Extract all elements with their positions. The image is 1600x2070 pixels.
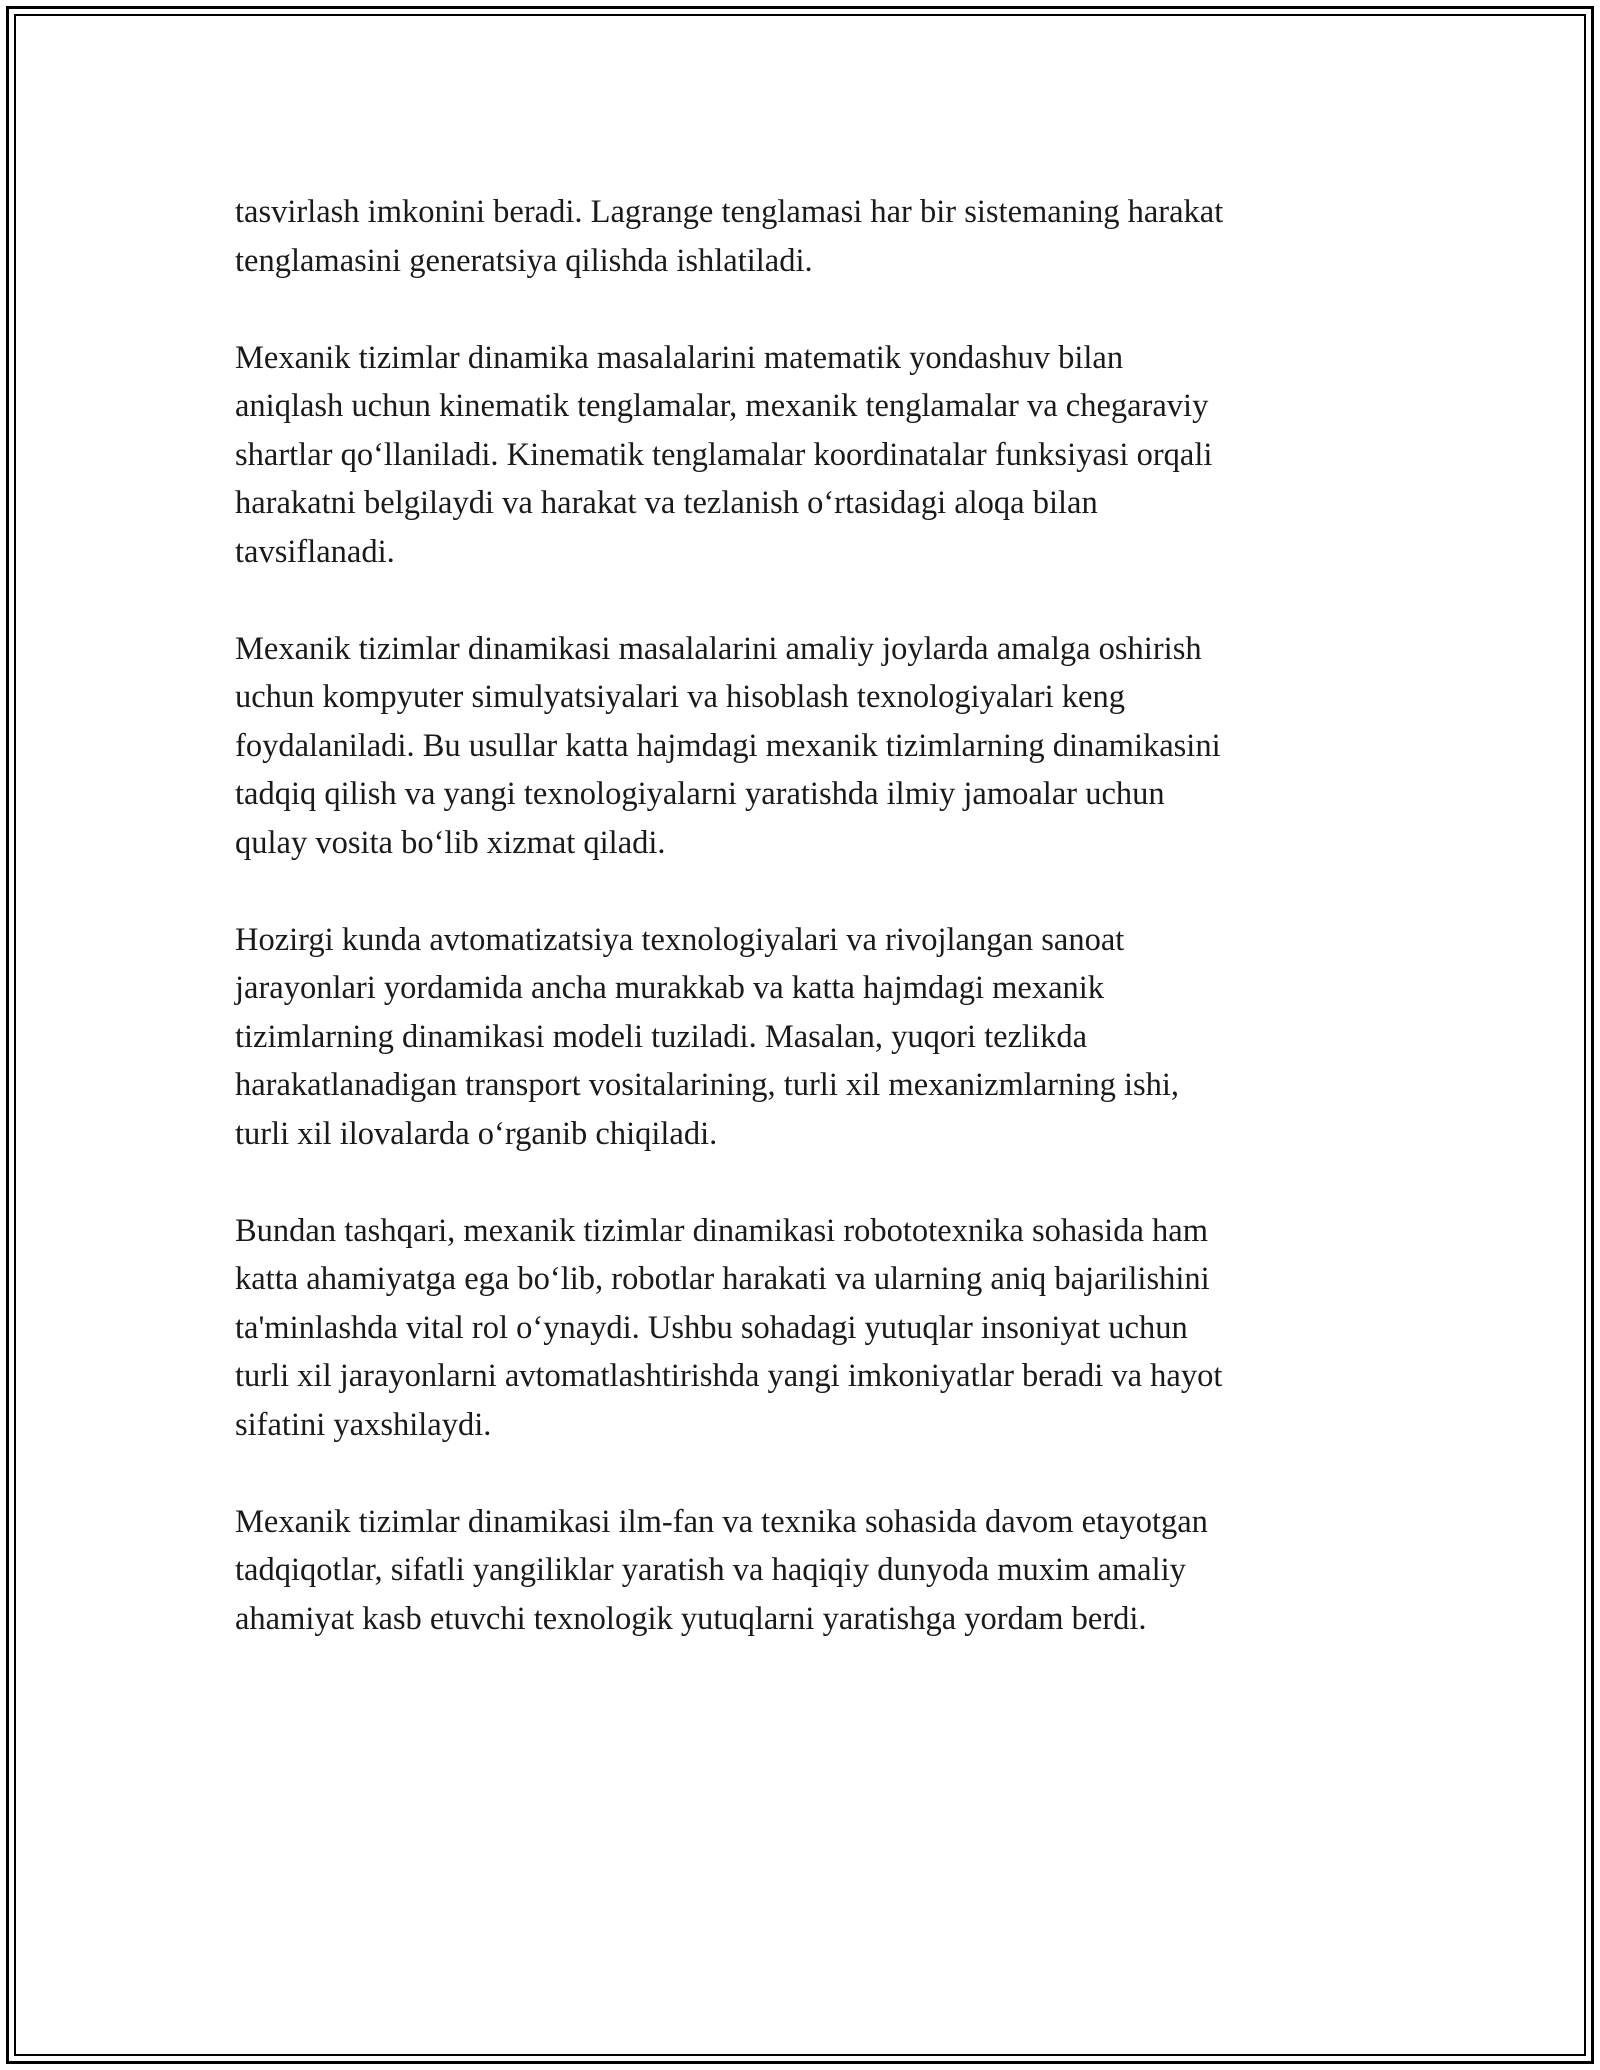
paragraph-robotics: Bundan tashqari, mexanik tizimlar dinamikasi robototexnika sohasida ham katta ahamiyatga ega bo‘lib, robotlar harakati va ularning aniq bajarilishini ta'minlashda vital rol o‘ynaydi. Ushbu sohadagi yutuqlar insoniyat uchun turli xil jarayonlarni avtomatlashtirishda yangi imkoniyatlar beradi va hayot sifatini yaxshilaydi.: [235, 1212, 1223, 1443]
paragraph-lagrange: tasvirlash imkonini beradi. Lagrange tenglamasi har bir sistemaning harakat tenglamasini generatsiya qilishda ishlatiladi.: [235, 194, 1224, 279]
paragraph-computer-simulations: Mexanik tizimlar dinamikasi masalalarini amaliy joylarda amalga oshirish uchun kompyuter simulyatsiyalari va hisoblash texnologiyalari keng foydalaniladi. Bu usullar katta hajmdagi mexanik tizimlarning dinamikasini tadqiq qilish va yangi texnologiyalarni yaratishda ilmiy jamoalar uchun qulay vosita bo‘lib xizmat qiladi.: [235, 630, 1221, 861]
paragraph-automation: Hozirgi kunda avtomatizatsiya texnologiyalari va rivojlangan sanoat jarayonlari yordamida ancha murakkab va katta hajmdagi mexanik tizimlarning dinamikasi modeli tuziladi. Masalan, yuqori tezlikda harakatlanadigan transport vositalarining, turli xil mexanizmlarning ishi, turli xil ilovalarda o‘rganib chiqiladi.: [235, 921, 1180, 1152]
paragraph-conclusion: Mexanik tizimlar dinamikasi ilm-fan va texnika sohasida davom etayotgan tadqiqotlar, sifatli yangiliklar yaratish va haqiqiy dunyoda muxim amaliy ahamiyat kasb etuvchi texnologik yutuqlarni yaratishga yordam berdi.: [235, 1503, 1208, 1637]
document-body: [235, 188, 1370, 1692]
paragraph-kinematic-equations: Mexanik tizimlar dinamika masalalarini matematik yondashuv bilan aniqlash uchun kinematik tenglamalar, mexanik tenglamalar va chegaraviy shartlar qo‘llaniladi. Kinematik tenglamalar koordinatalar funksiyasi orqali harakatni belgilaydi va harakat va tezlanish o‘rtasidagi aloqa bilan tavsiflanadi.: [235, 339, 1213, 570]
